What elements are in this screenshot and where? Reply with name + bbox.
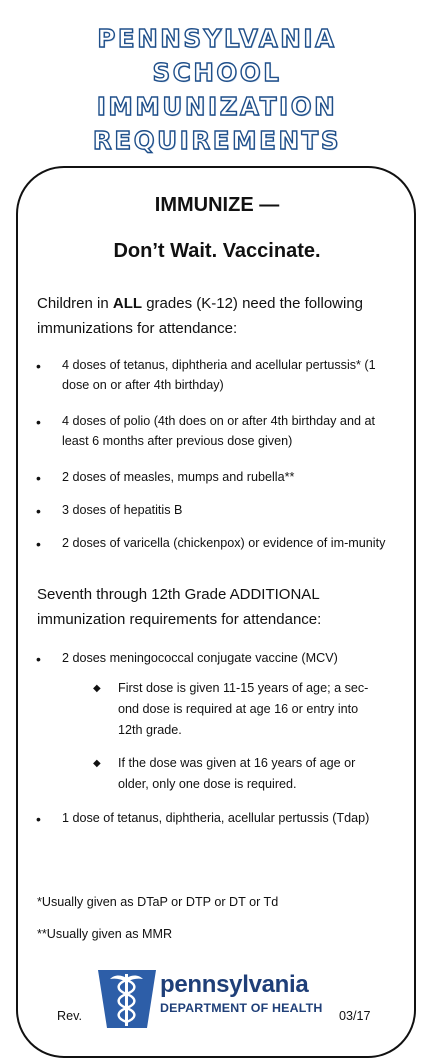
poster-title [0, 22, 434, 158]
list-item: 2 doses meningococcal conjugate vaccine (MCV) [62, 651, 338, 665]
bullet-icon: • [36, 536, 41, 552]
intro-text-pre: Children in [37, 295, 113, 312]
immunize-heading: IMMUNIZE — [154, 194, 280, 216]
revision-date: 03/17 [339, 1009, 371, 1023]
seventh-grade-paragraph: Seventh through 12th Grade ADDITIONAL immunization requirements for attendance: [37, 586, 322, 628]
keystone-caduceus-logo [96, 966, 158, 1030]
tagline: Don’t Wait. Vaccinate. [113, 240, 321, 262]
bullet-icon: • [36, 503, 41, 519]
title-line: IMMUNIZATION [96, 92, 338, 121]
intro-text-post: grades (K-12) need the following immunizations for attendance: [37, 295, 364, 337]
list-item: 4 doses of polio (4th does on or after 4th birthday and at least 6 months after previous dose given) [62, 414, 375, 448]
intro-paragraph [37, 291, 403, 341]
title-line: PENNSYLVANIA [97, 24, 337, 53]
sub-list-item: If the dose was given at 16 years of age or older, only one dose is required. [118, 756, 356, 791]
intro-text-bold: ALL [112, 295, 143, 312]
list-item: 1 dose of tetanus, diphtheria, acellular pertussis (Tdap) [62, 811, 370, 825]
bullet-icon: • [36, 358, 41, 374]
diamond-bullet-icon: ◆ [93, 758, 101, 769]
revision-label: Rev. [57, 1009, 82, 1023]
bullet-icon: • [36, 651, 41, 667]
diamond-bullet-icon: ◆ [93, 683, 101, 694]
list-item: 3 doses of hepatitis B [62, 503, 183, 517]
org-name: pennsylvania [160, 971, 309, 998]
title-line: SCHOOL [152, 58, 282, 87]
bullet-icon: • [36, 811, 41, 827]
bullet-icon: • [36, 470, 41, 486]
title-line: REQUIREMENTS [92, 126, 342, 155]
footnote: **Usually given as MMR [37, 927, 173, 941]
list-item: 2 doses of varicella (chickenpox) or evidence of im-munity [62, 536, 386, 550]
sub-list-item: First dose is given 11-15 years of age; a sec-ond dose is required at age 16 or entry into 12th grade. [118, 681, 369, 737]
footnote: *Usually given as DTaP or DTP or DT or Td [37, 895, 279, 909]
bullet-icon: • [36, 414, 41, 430]
list-item: 2 doses of measles, mumps and rubella** [62, 470, 295, 484]
list-item: 4 doses of tetanus, diphtheria and acellular pertussis* (1 dose on or after 4th birthday) [62, 358, 376, 392]
org-department: DEPARTMENT OF HEALTH [160, 1001, 323, 1015]
